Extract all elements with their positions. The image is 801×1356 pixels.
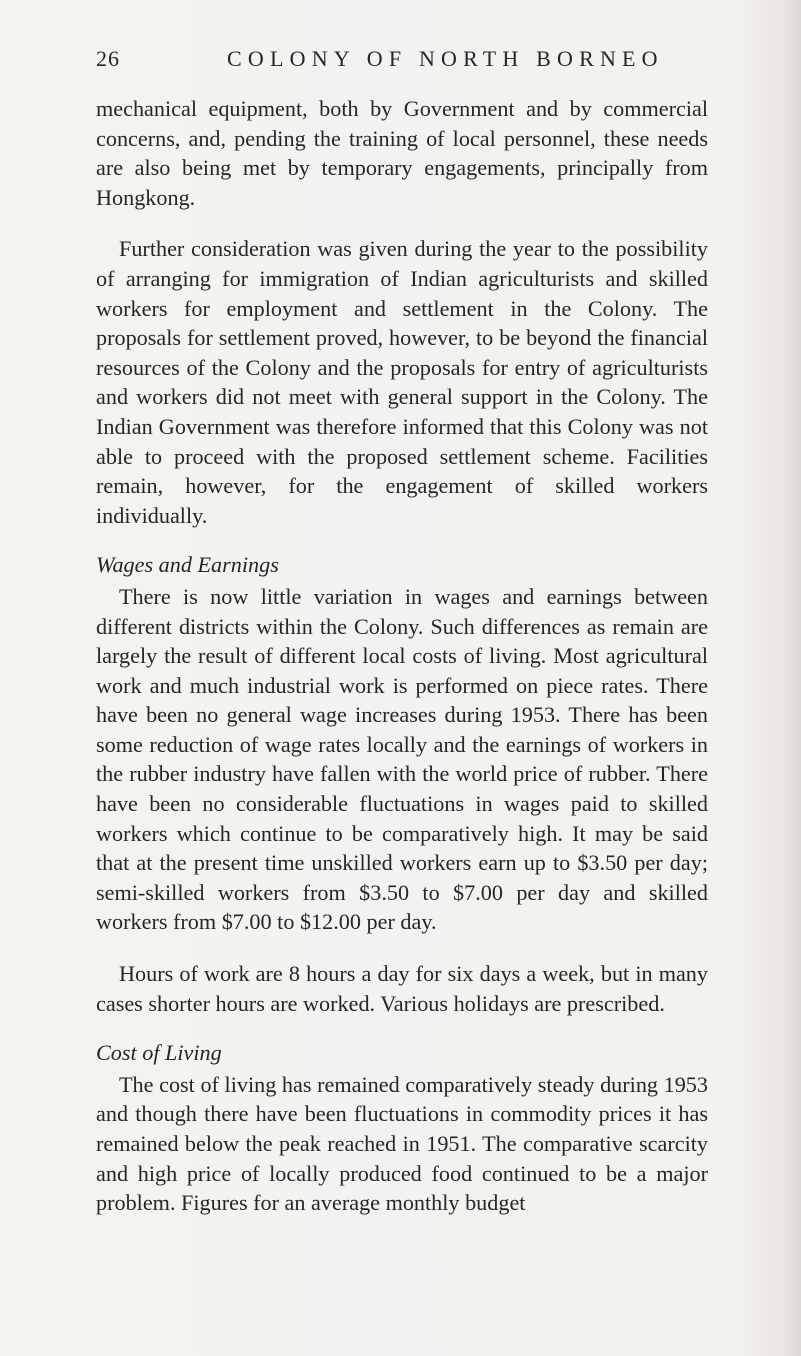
paragraph-mechanical-equipment: mechanical equipment, both by Government and by commercial concerns, and, pending the training of local personnel, these needs are also being met by temporary engagements, principally from Hongkong. [96,96,708,210]
running-title: COLONY OF NORTH BORNEO [227,46,664,71]
page-body [96,94,708,1218]
paragraph-wages: There is now little variation in wages and earnings between different districts within the Colony. Such differences as remain are largely the result of different local costs of living. Most agricultural work and much industrial work is performed on piece rates. There have been no general wage increases during 1953. There has been some reduction of wage rates locally and the earnings of workers in the rubber industry have fallen with the world price of rubber. There have been no considerable fluctuations in wages paid to skilled workers which continue to be comparatively high. It may be said that at the present time unskilled workers earn up to $3.50 per day; semi-skilled workers from $3.50 to $7.00 per day and skilled workers from $7.00 to $12.00 per day. [96,583,708,935]
paragraph-hours-of-work: Hours of work are 8 hours a day for six days a week, but in many cases shorter hours are worked. Various holidays are prescribed. [96,961,708,1016]
section-heading-cost-of-living: Cost of Living [96,1040,222,1066]
section-heading-wages-and-earnings: Wages and Earnings [96,552,279,578]
page-number: 26 [96,46,120,71]
paragraph-cost-of-living: The cost of living has remained comparatively steady during 1953 and though there have been fluctuations in commodity prices it has remained below the peak reached in 1951. The comparative scarcity and high price of locally produced food continued to be a major problem. Figures for an average monthly budget [96,1071,708,1216]
paragraph-indian-immigration: Further consideration was given during the year to the possibility of arranging for immigration of Indian agriculturists and skilled workers for employment and settlement in the Colony. The proposals for settlement proved, however, to be beyond the financial resources of the Colony and the proposals for entry of agriculturists and workers did not meet with general support in the Colony. The Indian Government was therefore informed that this Colony was not able to proceed with the proposed settlement scheme. Facilities remain, however, for the engagement of skilled workers individually. [96,236,708,528]
page-header [96,44,716,74]
